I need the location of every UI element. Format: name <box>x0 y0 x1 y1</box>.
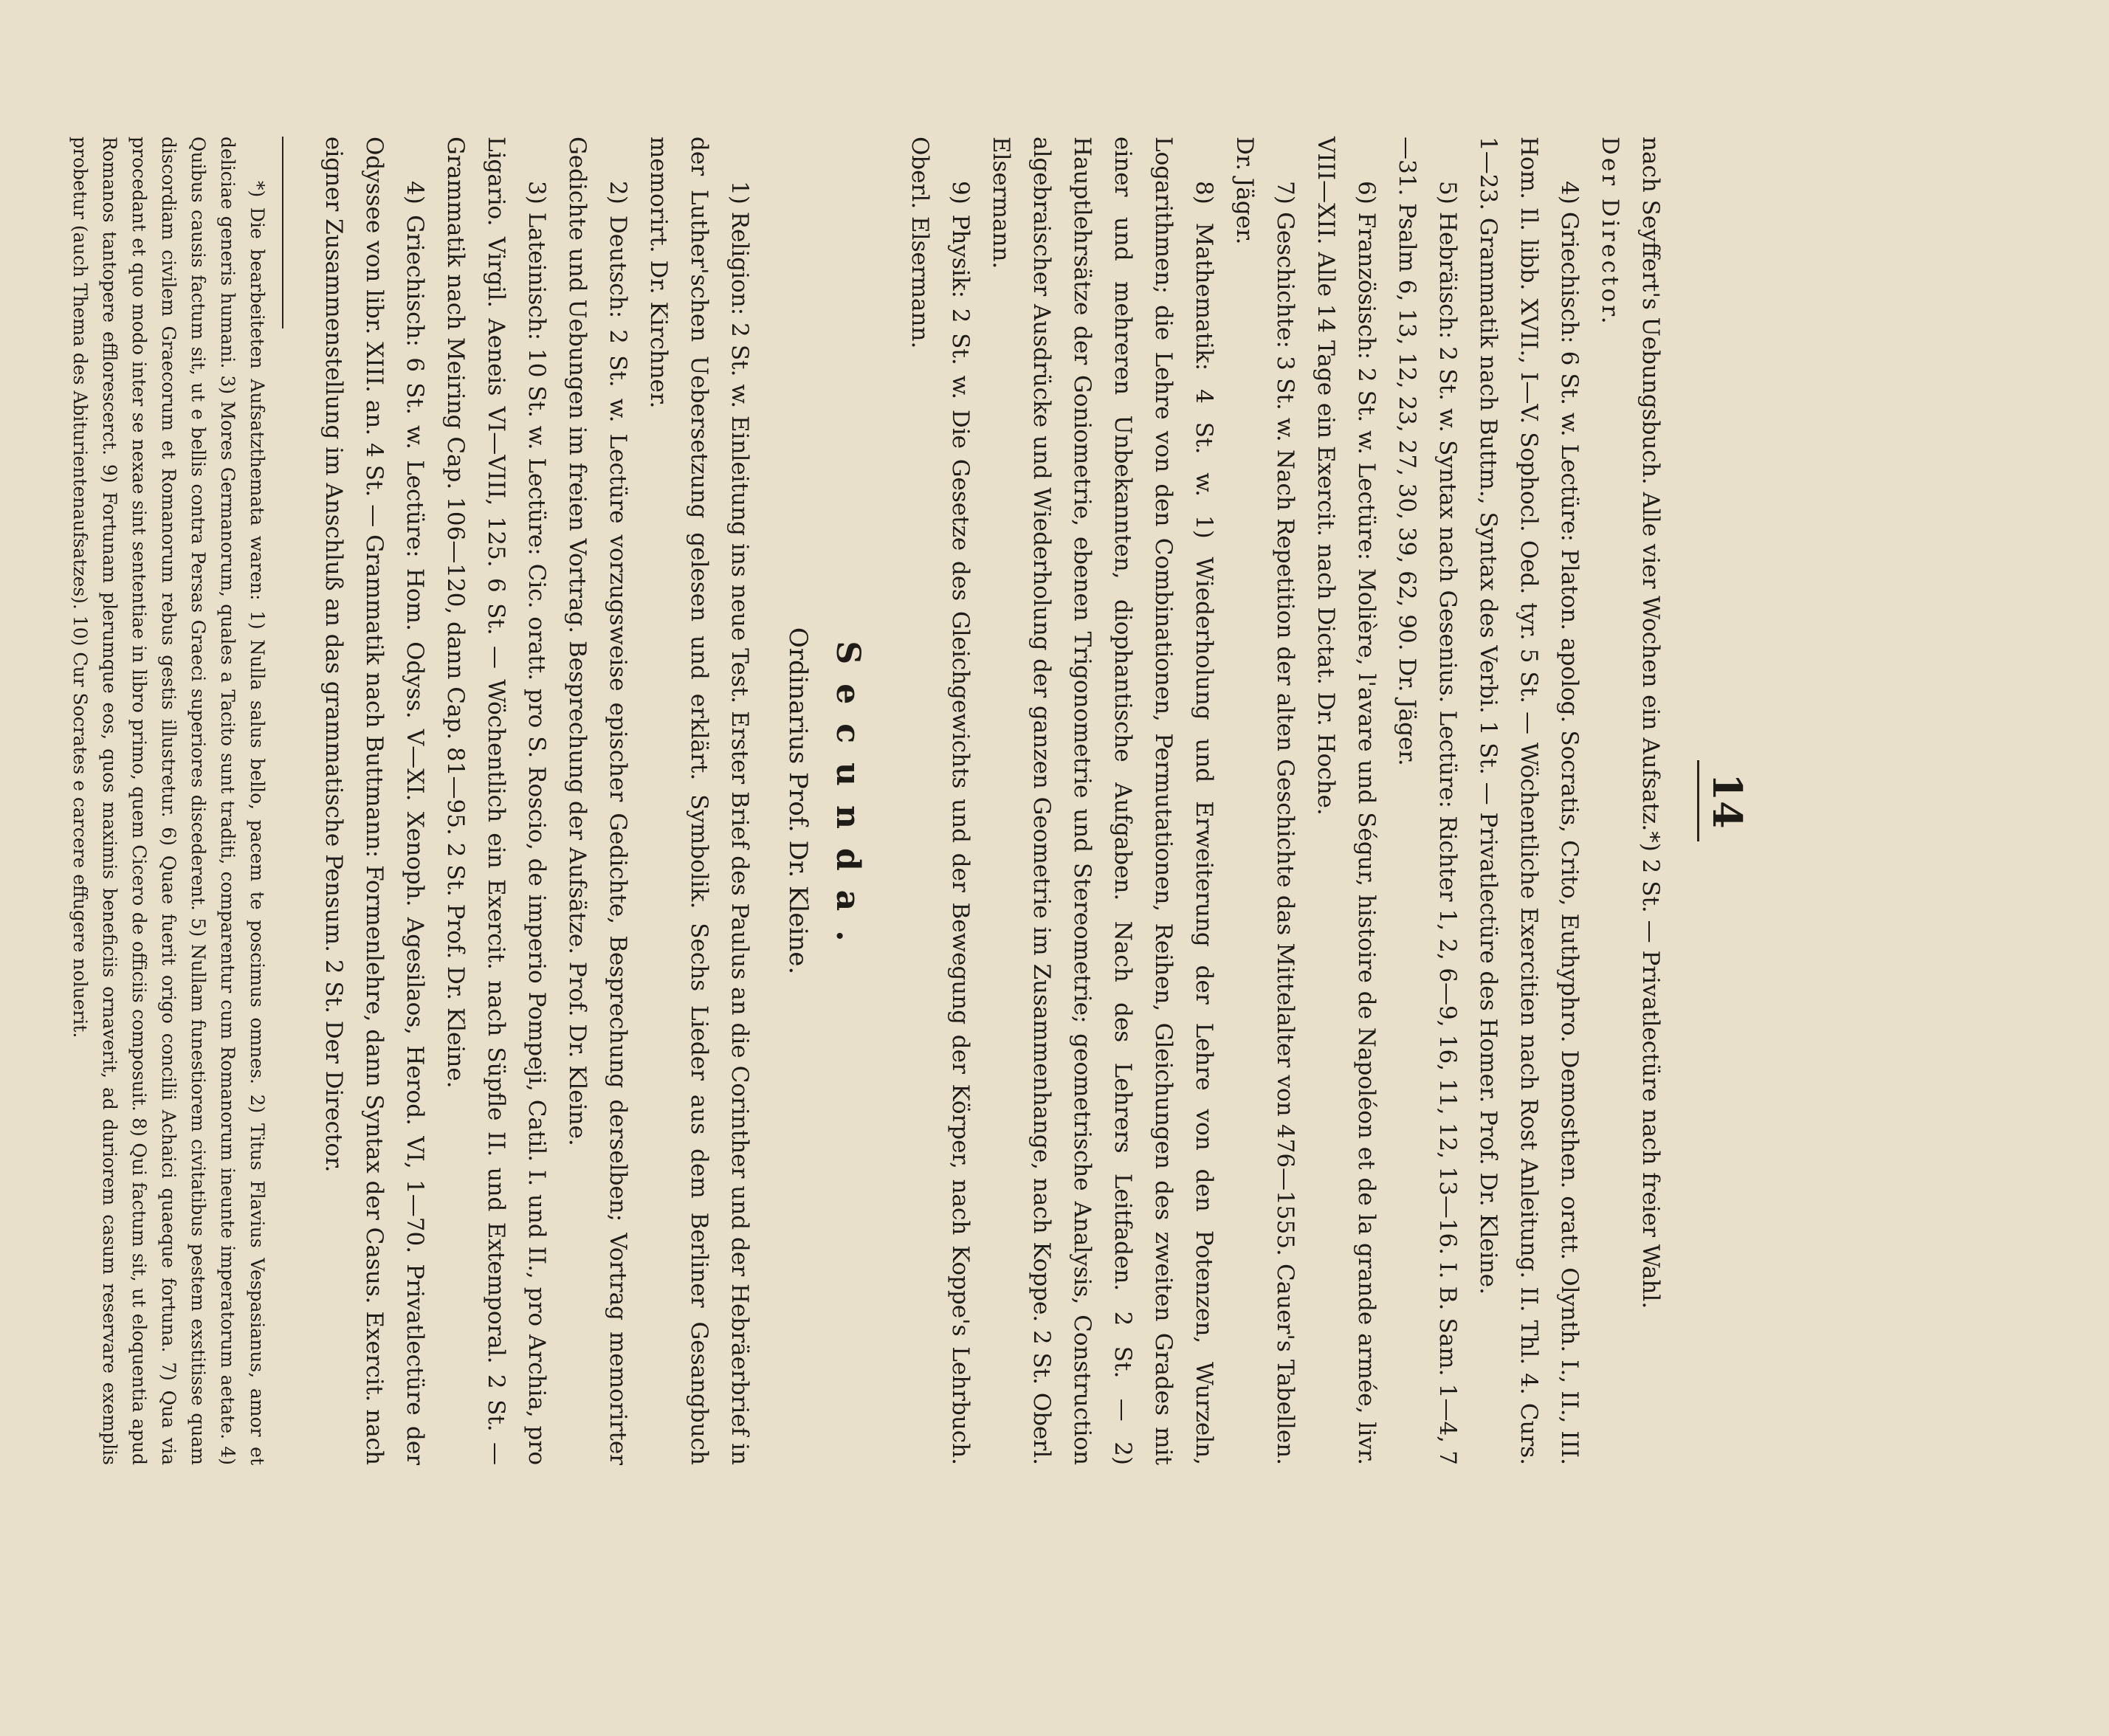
secunda-greek: 4) Griechisch: 6 St. w. Lectüre: Hom. Odyss. V—XI. Xenoph. Agesilaos, Herod. VI, 1—70. Privatlectüre der Odyssee von libr. XIII. an. 4 St. — Grammatik nach Buttmann: Formenlehre, dann Syntax der Casus. Exercit. nach eigner Zusammenstellung im Anschluß an das grammatische Pensum. 2 St. Der Director. <box>320 137 428 1465</box>
footnote: *) Die bearbeiteten Aufsatzthemata waren: 1) Nulla salus bello, pacem te poscimus omnes. 2) Titus Flavius Vespasianus, amor et deliciae generis humani. 3) Mores Germanorum, quales a Tacito sunt traditi, comparentur cum Romanorum ineunte imperatorum aetate. 4) Quibus causis factum sit, ut e bellis contra Persas Graeci superiores discederent. 5) Nullam funestiorem civitatibus pestem exstitisse quam discordiam civilem Graecorum et Romanorum rebus gestis illustretur. 6) Quae fuerit origo concilii Achaici quaeque fortuna. 7) Qua via procedant et quo modo inter se nexae sint sententiae in libro primo, quem Cicero de officiis composuit. 8) Qui factum sit, ut eloquentia apud Romanos tantopere efflorescerct. 9) Fortunam plerumque eos, quos maximis beneficiis ornaverit, ad duriorem casum reservare exemplis probetur (auch Thema des Abiturientenaufsatzes). 10) Cur Socrates e carcere effugere noluerit. <box>69 137 268 1465</box>
prima-hebrew: 5) Hebräisch: 2 St. w. Syntax nach Gesenius. Lectüre: Richter 1, 2, 6—9, 16, 11, 12, 13—16. I. B. Sam. 1—4, 7—31. Psalm 6, 13, 12, 23, 27, 30, 39, 62, 90. Dr. Jäger. <box>1394 137 1461 1465</box>
secunda-ordinarius: Ordinarius Prof. Dr. Kleine. <box>783 627 813 975</box>
prima-greek: 4) Griechisch: 6 St. w. Lectüre: Platon. apolog. Socratis, Crito, Euthyphro. Demosthen. oratt. Olynth. I., II., III. Hom. Il. libb. XVII., I—V. Sophocl. Oed. tyr. 5 St. — Wöchentliche Exercitien nach Rost Anleitung. II. Thl. 4. Curs. 1—23. Grammatik nach Buttm., Syntax des Verbi. 1 St. — Privatlectüre des Homer. Prof. Dr. Kleine. <box>1475 137 1583 1465</box>
page-number: 14 <box>1704 773 1751 829</box>
intro-line: nach Seyffert's Uebungsbuch. Alle vier Wochen ein Aufsatz.*) 2 St. — Privatlectüre nach freier Wahl. <box>1637 137 1664 1309</box>
intro-signature: Der Director. <box>1597 137 1623 327</box>
footnote-rule <box>282 137 283 328</box>
prima-physics: 9) Physik: 2 St. w. Die Gesetze des Gleichgewichts und der Bewegung der Körper, nach Koppe's Lehrbuch. Oberl. Elsermann. <box>906 137 974 1465</box>
secunda-religion: 1) Religion: 2 St. w. Einleitung ins neue Test. Erster Brief des Paulus an die Corinther und der Hebräerbrief in der Luther'schen Uebersetzung gelesen und erklärt. Symbolik. Sechs Lieder aus dem Berliner Gesangbuch memorirt. Dr. Kirchner. <box>645 137 753 1465</box>
prima-history: 7) Geschichte: 3 St. w. Nach Repetition der alten Geschichte das Mittelalter von 476—1555. Cauer's Tabellen. Dr. Jäger. <box>1231 137 1298 1465</box>
page-number-rule <box>1697 760 1699 841</box>
secunda-heading: Secunda. <box>829 641 867 961</box>
prima-french: 6) Französisch: 2 St. w. Lectüre: Molière, l'avare und Ségur, histoire de Napoléon et de la grande armée, livr. VIII—XII. Alle 14 Tage ein Exercit. nach Dictat. Dr. Hoche. <box>1312 137 1380 1465</box>
document-page <box>69 85 1779 1517</box>
secunda-latin: 3) Lateinisch: 10 St. w. Lectüre: Cic. oratt. pro S. Roscio, de imperio Pompeji, Catil. I. und II., pro Archia, pro Ligario. Virgil. Aeneis VI—VIII, 125. 6 St. — Wöchentlich ein Exercit. nach Süpfle II. und Extemporal. 2 St. — Grammatik nach Meiring Cap. 106—120, dann Cap. 81—95. 2 St. Prof. Dr. Kleine. <box>442 137 550 1465</box>
secunda-german: 2) Deutsch: 2 St. w. Lectüre vorzugsweise epischer Gedichte, Besprechung derselben; Vortrag memorirter Gedichte und Uebungen im freien Vortrag. Besprechung der Aufsätze. Prof. Dr. Kleine. <box>564 137 631 1465</box>
prima-mathematics: 8) Mathematik: 4 St. w. 1) Wiederholung und Erweiterung der Lehre von den Potenzen, Wurzeln, Logarithmen; die Lehre von den Combinationen, Permutationen, Reihen, Gleichungen des zweiten Grades mit einer und mehreren Unbekannten, diophantische Aufgaben. Nach des Lehrers Leitfaden. 2 St. — 2) Hauptlehrsätze der Goniometrie, ebenen Trigonometrie und Stereometrie; geometrische Analysis, Construction algebraischer Ausdrücke und Wiederholung der ganzen Geometrie im Zusammenhange, nach Koppe. 2 St. Oberl. Elsermann. <box>988 137 1217 1465</box>
